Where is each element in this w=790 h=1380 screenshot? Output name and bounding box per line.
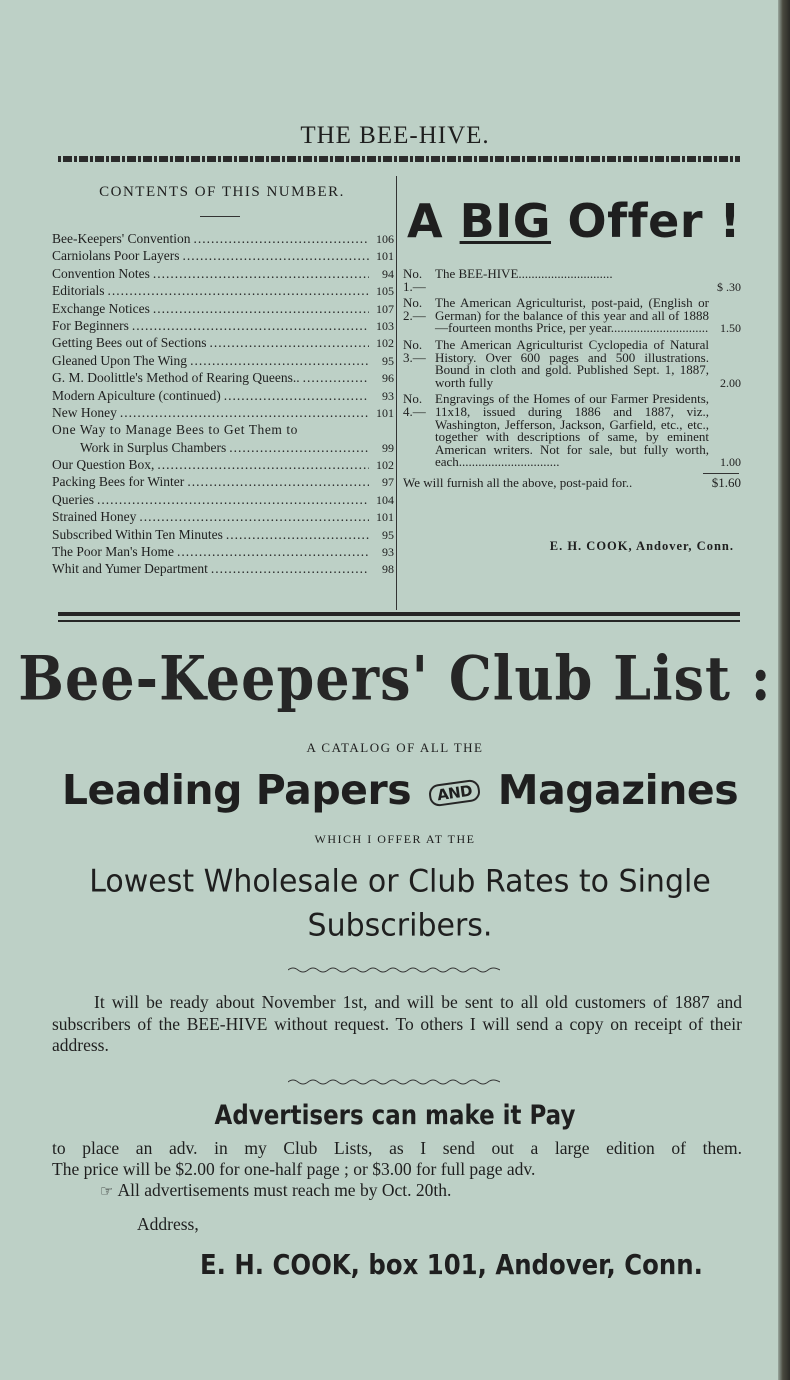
offer-title-big: BIG bbox=[459, 194, 552, 248]
offer-title-a: A bbox=[406, 194, 460, 248]
offer-list bbox=[403, 268, 741, 490]
leader-dots bbox=[139, 509, 369, 525]
leader-dots bbox=[177, 544, 369, 560]
contents-entry bbox=[52, 266, 394, 283]
lowest-line-2: Subscribers. bbox=[307, 907, 493, 944]
contents-entry-title: Strained Honey bbox=[52, 509, 137, 525]
and-glyph-icon: AND bbox=[428, 779, 482, 808]
contents-entry-page: 101 bbox=[376, 510, 394, 525]
contents-entry-page: 95 bbox=[382, 353, 394, 368]
club-list-title: Bee-Keepers' Club List : bbox=[18, 642, 772, 714]
offer-item-price: 2.00 bbox=[720, 375, 741, 390]
contents-entry-title: Queries bbox=[52, 491, 94, 507]
contents-entry bbox=[52, 405, 394, 422]
leader-dots bbox=[157, 457, 369, 473]
contents-entry-page: 95 bbox=[382, 527, 394, 542]
offer-item-4 bbox=[403, 393, 741, 469]
offer-item-price: 1.50 bbox=[720, 321, 741, 336]
advertisers-notice-text: All advertisements must reach me by Oct. 20th. bbox=[117, 1180, 452, 1200]
leader-dots bbox=[97, 492, 369, 508]
decorative-rule bbox=[58, 156, 740, 162]
offer-item-price: 1.00 bbox=[720, 455, 741, 470]
offer-item-number: No. 4.— bbox=[403, 391, 426, 419]
contents-entry-page: 93 bbox=[382, 388, 394, 403]
contents-entry-title: Gleaned Upon The Wing bbox=[52, 352, 188, 368]
contents-entry-title: For Beginners bbox=[52, 317, 129, 333]
offer-item-1 bbox=[403, 268, 741, 293]
contents-entry bbox=[52, 248, 394, 265]
contents-entry bbox=[52, 353, 394, 370]
offer-item-number: No. 3.— bbox=[403, 336, 426, 365]
contents-entry-page: 101 bbox=[376, 405, 394, 420]
leader-dots bbox=[108, 283, 370, 299]
contents-entry-page: 96 bbox=[382, 371, 394, 386]
contents-entry-title: Packing Bees for Winter bbox=[52, 474, 185, 490]
advertisers-title: Advertisers can make it Pay bbox=[214, 1100, 576, 1131]
advertisers-signature: E. H. COOK, box 101, Andover, Conn. bbox=[200, 1248, 703, 1281]
advertisers-notice bbox=[52, 1180, 742, 1202]
offer-title-rest: Offer ! bbox=[551, 194, 742, 248]
contents-entry-page: 102 bbox=[376, 336, 394, 351]
contents-entry-title: Modern Apiculture (continued) bbox=[52, 387, 221, 403]
offer-item-2 bbox=[403, 297, 741, 335]
contents-entry bbox=[52, 370, 394, 387]
contents-heading: CONTENTS OF THIS NUMBER. bbox=[99, 184, 345, 200]
leader-dots bbox=[209, 335, 369, 351]
offer-item-3 bbox=[403, 336, 741, 390]
contents-entry bbox=[52, 388, 394, 405]
contents-entry bbox=[52, 335, 394, 352]
leader-dots bbox=[132, 318, 369, 334]
catalog-line: A CATALOG OF ALL THE bbox=[306, 740, 484, 755]
page-edge bbox=[778, 0, 790, 1380]
contents-entry-page: 105 bbox=[376, 284, 394, 299]
leading-papers-heading bbox=[40, 766, 760, 814]
contents-entry bbox=[52, 318, 394, 335]
offer-total-row bbox=[403, 474, 741, 490]
wavy-rule-icon bbox=[288, 1078, 500, 1086]
leader-dots bbox=[224, 388, 369, 404]
pointing-hand-icon: ☞ bbox=[100, 1182, 114, 1200]
leader-dots bbox=[226, 527, 369, 543]
leader-dots bbox=[211, 561, 369, 577]
offer-total-text: We will furnish all the above, post-paid for.. bbox=[403, 474, 633, 490]
contents-entry-title: Our Question Box, bbox=[52, 457, 155, 473]
contents-entry-page: 97 bbox=[382, 475, 394, 490]
contents-entry-title: Editorials bbox=[52, 283, 105, 299]
leader-dots bbox=[194, 231, 369, 247]
offer-title bbox=[404, 194, 744, 248]
advertisers-text bbox=[52, 1138, 742, 1202]
contents-heading-rule bbox=[200, 216, 240, 217]
contents-entry-title: Bee-Keepers' Convention bbox=[52, 231, 191, 246]
contents-entry-page: 104 bbox=[376, 492, 394, 507]
contents-entry-page: 102 bbox=[376, 458, 394, 473]
offer-total-price: $1.60 bbox=[711, 474, 741, 490]
contents-entry bbox=[52, 527, 394, 544]
leader-dots bbox=[153, 266, 369, 282]
address-label: Address, bbox=[137, 1214, 199, 1234]
contents-entry-title: The Poor Man's Home bbox=[52, 544, 175, 560]
contents-entry bbox=[52, 283, 394, 300]
offer-item-text: The American Agriculturist, post-paid, (English or German) for the balance of this year and all of 1888—fourteen months Price, per year.............................. bbox=[435, 295, 709, 336]
leading-left: Leading Papers bbox=[61, 766, 412, 814]
offer-total-rule bbox=[703, 473, 739, 474]
advertisers-line-2: The price will be $2.00 for one-half page ; or $3.00 for full page adv. bbox=[52, 1159, 536, 1179]
which-line: WHICH I OFFER AT THE bbox=[314, 832, 476, 846]
contents-entry-title: Carniolans Poor Layers bbox=[52, 248, 180, 264]
contents-entry-page: 93 bbox=[382, 545, 394, 560]
contents-entry bbox=[52, 544, 394, 561]
contents-entry-title: Convention Notes bbox=[52, 265, 150, 281]
contents-entry-title: One Way to Manage Bees to Get Them to bbox=[52, 422, 298, 438]
contents-entry-page: 103 bbox=[376, 318, 394, 333]
offer-signature: E. H. COOK, Andover, Conn. bbox=[549, 539, 734, 553]
contents-entry-title: Getting Bees out of Sections bbox=[52, 335, 207, 351]
leader-dots bbox=[190, 353, 369, 369]
leader-dots bbox=[229, 440, 369, 456]
contents-entry-page: 107 bbox=[376, 301, 394, 316]
contents-entry bbox=[52, 231, 394, 248]
contents-entry-title: Exchange Notices bbox=[52, 300, 150, 316]
contents-entry bbox=[52, 457, 394, 474]
leader-dots bbox=[187, 474, 369, 490]
contents-entry bbox=[52, 301, 394, 318]
contents-entry-title-cont: Work in Surplus Chambers bbox=[80, 439, 227, 455]
contents-entry-page: 106 bbox=[376, 232, 394, 246]
leader-dots bbox=[182, 248, 369, 264]
club-list-paragraph: It will be ready about November 1st, and will be sent to all old customers of 1887 and subscribers of the BEE-HIVE without request. To others I will send a copy on receipt of their address. bbox=[52, 992, 742, 1055]
leading-right: Magazines bbox=[497, 766, 739, 814]
contents-entry bbox=[52, 561, 394, 578]
contents-entry-title: Whit and Yumer Department bbox=[52, 561, 208, 577]
leader-dots bbox=[303, 370, 369, 386]
contents-entry bbox=[52, 440, 394, 457]
section-double-rule bbox=[58, 612, 740, 622]
contents-entry-title: New Honey bbox=[52, 404, 117, 420]
wavy-rule-icon bbox=[288, 966, 500, 974]
contents-entry-page: 94 bbox=[382, 266, 394, 281]
lowest-line-1: Lowest Wholesale or Club Rates to Single bbox=[89, 863, 711, 900]
contents-entry bbox=[52, 474, 394, 491]
offer-item-text: Engravings of the Homes of our Farmer Presidents, 11x18, issued during 1886 and 1887, viz., Washington, Jefferson, Jackson, Garfield, etc., etc., together with descriptions of same, by eminent American writers. Not for sale, but fully worth, each............................... bbox=[435, 391, 709, 470]
contents-entry bbox=[52, 509, 394, 526]
contents-entry-title: Subscribed Within Ten Minutes bbox=[52, 526, 223, 542]
offer-item-number: No. 1.— bbox=[403, 266, 426, 294]
offer-item-text: The American Agriculturist Cyclopedia of Natural History. Over 600 pages and 500 illustrations. Bound in cloth and gold. Published Sept. 1, 1887, worth fully bbox=[435, 336, 709, 390]
column-divider bbox=[396, 176, 397, 610]
page-header-title: THE BEE-HIVE. bbox=[300, 122, 490, 149]
lowest-rates-heading bbox=[40, 860, 760, 948]
contents-list bbox=[52, 231, 394, 579]
contents-entry-page: 98 bbox=[382, 562, 394, 577]
offer-item-text: The BEE-HIVE............................. bbox=[435, 266, 613, 281]
leader-dots bbox=[153, 301, 369, 317]
contents-entry bbox=[52, 492, 394, 509]
offer-item-price: $ .30 bbox=[717, 279, 741, 294]
contents-entry-title: G. M. Doolittle's Method of Rearing Queens.. bbox=[52, 370, 300, 386]
contents-entry-page: 99 bbox=[382, 440, 394, 455]
offer-item-number: No. 2.— bbox=[403, 295, 426, 323]
leader-dots bbox=[120, 405, 369, 421]
contents-entry-page: 101 bbox=[376, 249, 394, 264]
advertisers-line-1: to place an adv. in my Club Lists, as I send out a large edition of them. bbox=[52, 1138, 742, 1158]
